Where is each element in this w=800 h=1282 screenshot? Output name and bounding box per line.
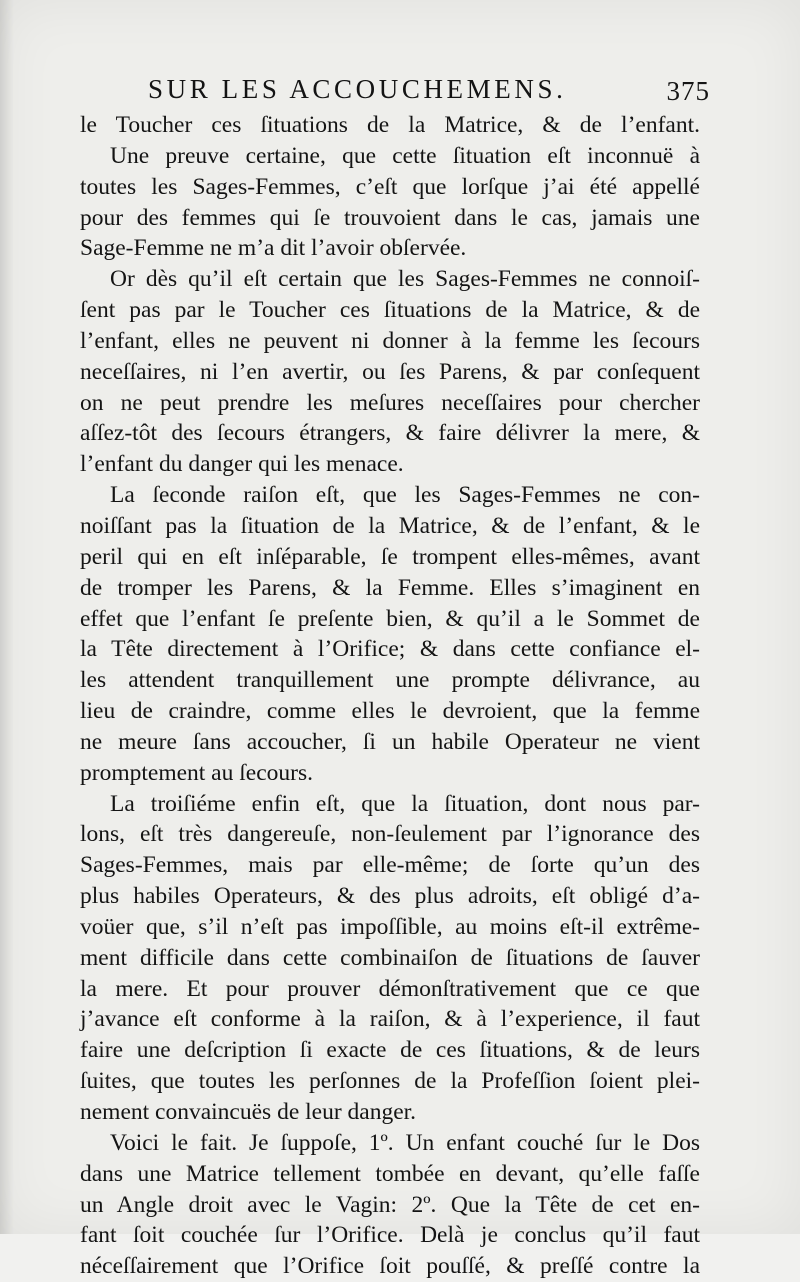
text-line: l’enfant du danger qui les menace. [80, 451, 404, 478]
text-line: plus habiles Operateurs, & des plus adroits, eſt obligé d’a- [80, 883, 700, 910]
text-line: néceſſairement que l’Orifice ſoit pouſſé, & preſſé contre la [80, 1253, 700, 1280]
text-line: La ſeconde raiſon eſt, que les Sages-Femmes ne con- [110, 482, 700, 509]
text-line: lons, eſt très dangereuſe, non-ſeulement par l’ignorance des [80, 821, 700, 848]
text-line: Voici le fait. Je ſuppoſe, 1º. Un enfant couché ſur le Dos [110, 1129, 700, 1156]
text-line: faire une deſcription ſi exacte de ces ſituations, & de leurs [80, 1037, 700, 1064]
text-line: aſſez-tôt des ſecours étrangers, & faire délivrer la mere, & [80, 420, 700, 447]
running-title: SUR LES ACCOUCHEMENS. [148, 74, 567, 104]
text-line: de tromper les Parens, & la Femme. Elles s’imaginent en [80, 574, 700, 601]
text-line: les attendent tranquillement une prompte délivrance, au [80, 667, 700, 694]
text-line: neceſſaires, ni l’en avertir, ou ſes Parens, & par conſequent [80, 358, 700, 385]
text-line: effet que l’enfant ſe preſente bien, & qu’il a le Sommet de [80, 605, 700, 632]
text-line: j’avance eſt conforme à la raiſon, & à l’experience, il faut [80, 1006, 700, 1033]
text-line: lieu de craindre, comme elles le devroient, que la femme [80, 698, 700, 725]
text-line: nement convaincuës de leur danger. [80, 1099, 417, 1125]
text-line: peril qui en eſt inſéparable, ſe trompent elles-mêmes, avant [80, 543, 700, 570]
text-line: Or dès qu’il eſt certain que les Sages-Femmes ne connoiſ- [110, 266, 700, 293]
text-line: toutes les Sages-Femmes, c’eſt que lorſque j’ai été appellé [80, 173, 700, 200]
page-number: 375 [666, 76, 710, 106]
text-line: ne meure ſans accoucher, ſi un habile Operateur ne vient [80, 728, 700, 755]
text-line: fant ſoit couchée ſur l’Orifice. Delà je conclus qu’il faut [80, 1222, 700, 1249]
text-line: Sage-Femme ne m’a dit l’avoir obſervée. [80, 235, 467, 262]
text-line: Sages-Femmes, mais par elle-même; de ſorte qu’un des [80, 852, 700, 879]
text-line: la mere. Et pour prouver démonſtrativement que ce que [80, 975, 700, 1002]
text-line: la Tête directement à l’Orifice; & dans cette confiance el- [80, 636, 700, 663]
text-line: dans une Matrice tellement tombée en devant, qu’elle faſſe [80, 1160, 700, 1187]
text-line: promptement au ſecours. [80, 759, 313, 786]
text-line: ſent pas par le Toucher ces ſituations de la Matrice, & de [80, 297, 700, 324]
text-line: pour des femmes qui ſe trouvoient dans le cas, jamais une [80, 204, 700, 231]
text-line: Une preuve certaine, que cette ſituation eſt inconnuë à [110, 142, 700, 169]
text-line: ment difficile dans cette combinaiſon de ſituations de ſauver [80, 944, 700, 971]
text-line: voüer que, s’il n’eſt pas impoſſible, au moins eſt-il extrême- [80, 913, 700, 940]
body-text [80, 110, 700, 1282]
text-line: noiſſant pas la ſituation de la Matrice, & de l’enfant, & le [80, 512, 700, 539]
text-line: le Toucher ces ſituations de la Matrice, & de l’enfant. [80, 112, 700, 138]
text-line: La troiſiéme enfin eſt, que la ſituation, dont nous par- [110, 790, 700, 817]
text-line: l’enfant, elles ne peuvent ni donner à la femme les ſecours [80, 327, 700, 354]
running-head [82, 72, 712, 112]
text-line: on ne peut prendre les meſures neceſſaires pour chercher [80, 389, 700, 416]
text-line: un Angle droit avec le Vagin: 2º. Que la Tête de cet en- [80, 1191, 700, 1218]
spine-shadow [0, 0, 14, 1234]
text-line: ſuites, que toutes les perſonnes de la Profeſſion ſoient plei- [80, 1068, 700, 1095]
